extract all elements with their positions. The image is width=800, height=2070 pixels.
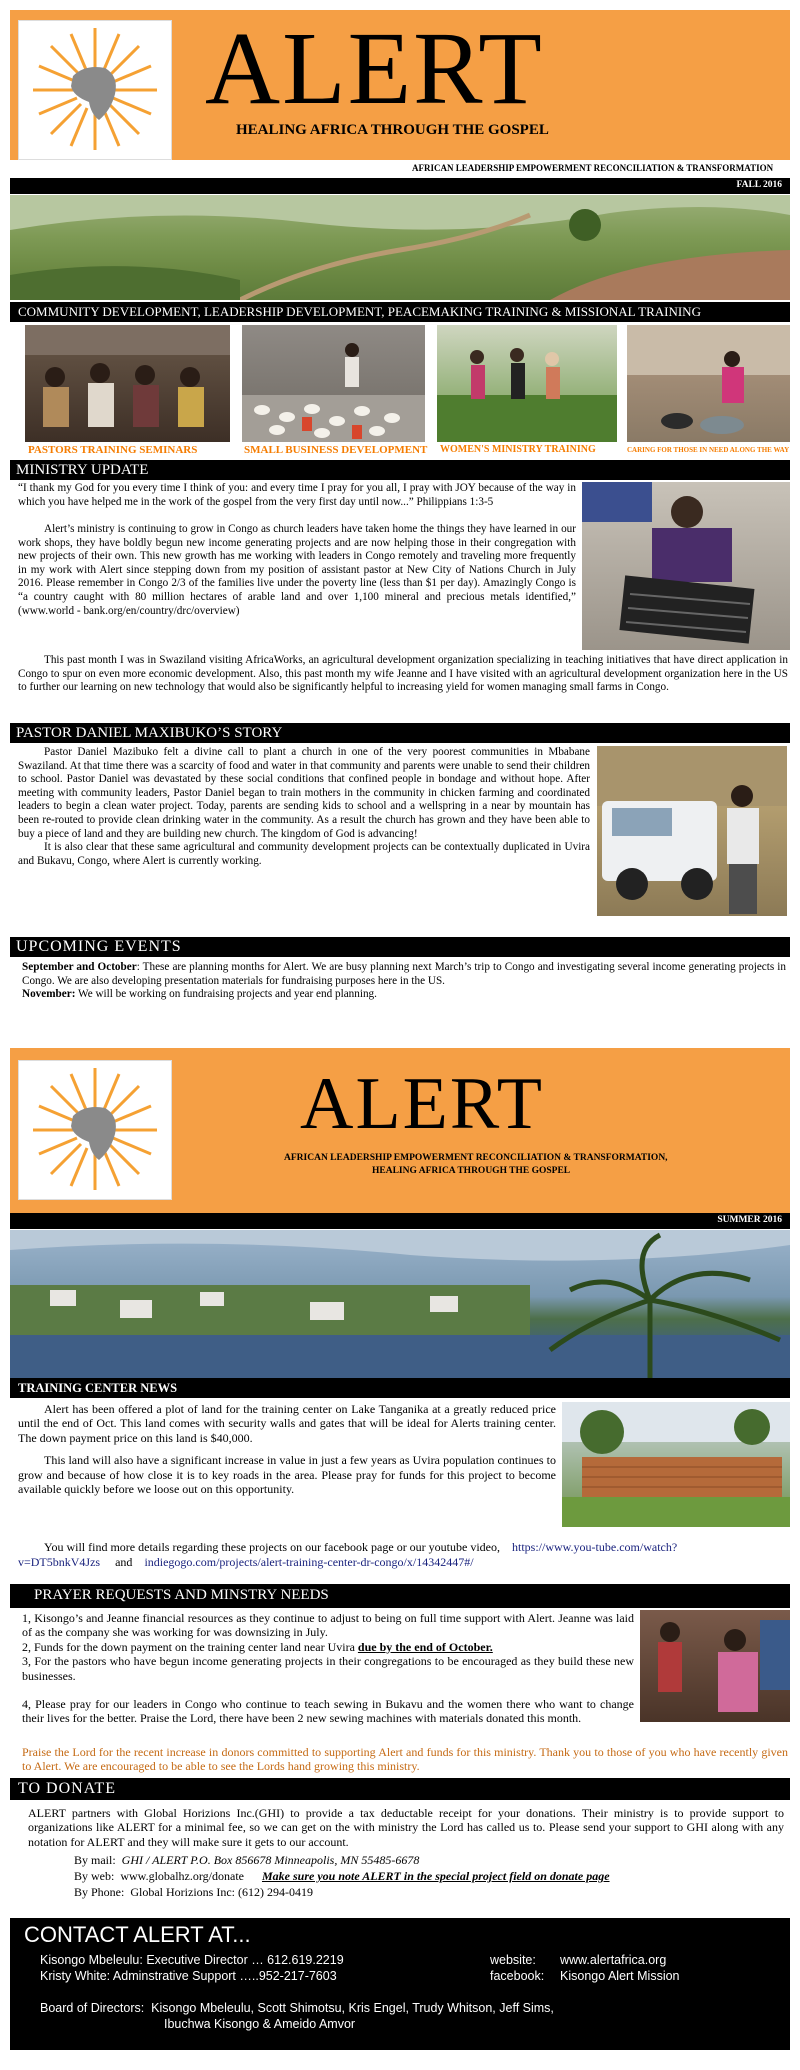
truck-man-icon bbox=[597, 746, 787, 916]
story-body bbox=[18, 746, 590, 868]
training-land-photo bbox=[562, 1402, 790, 1527]
events-sep-label: September and October bbox=[22, 961, 137, 973]
indiegogo-link[interactable]: indiegogo.com/projects/alert-training-center-dr-congo/x/14342447#/ bbox=[144, 1555, 474, 1569]
pastor-truck-photo bbox=[597, 746, 787, 916]
sunburst-logo-icon bbox=[19, 1061, 171, 1199]
ministry-update-body-2 bbox=[18, 523, 576, 618]
landscape-photo bbox=[10, 195, 790, 300]
contact-director: Kisongo Mbeleulu: Executive Director … 612.619.2219 bbox=[40, 1953, 344, 1967]
training-heading: TRAINING CENTER NEWS bbox=[18, 1381, 178, 1395]
praise-text bbox=[22, 1745, 788, 1774]
contact-heading: CONTACT ALERT AT... bbox=[24, 1922, 251, 1947]
prayer-header bbox=[10, 1584, 790, 1608]
caring-woman-icon bbox=[627, 325, 790, 442]
training-paragraph-1: Alert has been offered a plot of land for the training center on Lake Tanganika at a greatly reduced price until the end of Oct. This land comes with security walls and gates that will be ideal for Alerts training center. The down payment price on this land is $40,000. bbox=[18, 1402, 556, 1445]
alert-logo bbox=[18, 20, 172, 160]
events-body bbox=[22, 961, 786, 1002]
praise-paragraph: Praise the Lord for the recent increase in donors committed to supporting Alert and funds for this ministry. Thank you to those of you who have recently given to Alert. We are encouraged to be able to see the Lords hand growing this ministry. bbox=[22, 1745, 788, 1774]
story-header bbox=[10, 723, 790, 743]
season-label-2: SUMMER 2016 bbox=[717, 1215, 782, 1225]
story-heading: PASTOR DANIEL MAXIBUKO’S STORY bbox=[16, 725, 283, 741]
website-link[interactable]: www.alertafrica.org bbox=[560, 1953, 667, 1967]
story-paragraph-2: It is also clear that these same agricultural and community development projects can be contextually duplicated in Uvira and Bukavu, Congo, where Alert is currently working. bbox=[18, 841, 590, 867]
prayer-item-2-deadline: due by the end of October. bbox=[357, 1639, 493, 1654]
womens-ministry-photo bbox=[437, 325, 617, 442]
newsletter-tagline: AFRICAN LEADERSHIP EMPOWERMENT RECONCILIATION & TRANSFORMATION bbox=[412, 163, 774, 173]
season-bar bbox=[10, 178, 790, 194]
newsletter-tagline-2a: AFRICAN LEADERSHIP EMPOWERMENT RECONCILIATION & TRANSFORMATION, bbox=[284, 1153, 668, 1163]
abacus-photo bbox=[582, 482, 790, 650]
alert-logo-2 bbox=[18, 1060, 172, 1200]
donate-body bbox=[28, 1806, 784, 1849]
donate-methods bbox=[74, 1852, 784, 1900]
prayer-heading: PRAYER REQUESTS AND MINSTRY NEEDS bbox=[34, 1587, 329, 1603]
ministry-quote: “I thank my God for you every time I think of you: and every time I pray for you all, I pray with JOY because of the way in which you have helped me in the work of the gospel from the very first day until now...” Philippians 1:3-5 bbox=[18, 482, 576, 508]
board-label: Board of Directors: bbox=[40, 2001, 145, 2015]
web-label: By web: bbox=[74, 1869, 115, 1883]
phone-value: Global Horizions Inc: (612) 294-0419 bbox=[130, 1885, 313, 1899]
contact-left bbox=[40, 1952, 460, 1984]
pastors-seminar-photo bbox=[25, 325, 230, 442]
sewing-women-icon bbox=[640, 1610, 790, 1722]
training-links bbox=[18, 1540, 788, 1570]
events-heading: UPCOMING EVENTS bbox=[16, 938, 182, 955]
contact-right bbox=[490, 1952, 790, 1984]
chickens-icon bbox=[242, 325, 425, 442]
prayer-item-4: 4, Please pray for our leaders in Congo who continue to teach sewing in Bukavu and the women there who want to change their lives for the better. Praise the Lord, there have been 2 new sewing machines with materials donated this month. bbox=[22, 1697, 634, 1726]
prayer-body bbox=[22, 1611, 634, 1683]
ministry-paragraph-1: Alert’s ministry is continuing to grow in Congo as church leaders have taken home the things they have learned in our work shops, they have boldly begun new income generating projects and are now helping those in their congregation with new projects of their own. This new growth has me working with leaders in Congo remotely and traveling more frequently in my work with Alert since stepping down from my position of assistant pastor at New City of Nations Church in July 2016. Please remember in Congo 2/3 of the families live under the poverty line (less than $1 per day). Amazingly Congo is “a country caught with 80 million hectares of arable land and over 1,100 mineral and precious metals identified,” (www.world - bank.org/en/country/drc/overview) bbox=[18, 523, 576, 617]
donate-heading: TO DONATE bbox=[18, 1780, 117, 1797]
training-paragraph-2: This land will also have a significant increase in value in just a few years as Uvira population continues to grow and because of how close it is to key roads in the area. Please pray for funds for this project to become available quickly before we loose out on this opportunity. bbox=[18, 1453, 556, 1497]
facebook-link[interactable]: Kisongo Alert Mission bbox=[560, 1969, 680, 1983]
ministry-update-header bbox=[10, 460, 790, 480]
caption-caring: CARING FOR THOSE IN NEED ALONG THE WAY bbox=[627, 446, 790, 454]
events-sep-text: : These are planning months for Alert. We are busy planning next March’s trip to Congo and investigating several income generating projects in Congo. We are also developing presentation materials for fundraising purposes here in the US. bbox=[22, 961, 786, 987]
caption-pastors: PASTORS TRAINING SEMINARS bbox=[28, 444, 198, 456]
story-paragraph-1: Pastor Daniel Mazibuko felt a divine call to plant a church in one of the very poorest communities in Mbabane Swaziland. At that time there was a scarcity of food and water in that community and parents were unable to send their children to school. Pastor Daniel was devastated by these social conditions that confined people in bondage and without hope. After meeting with community leaders, Pastor Daniel began to train mothers in the community in chicken farming and coordinated leaders to begin a clean water project. Today, parents are sending kids to school and a wellspring in a near by mountain has been re-routed to provide clean drinking water in the community. As a result the church has grown and they have been able to buy a piece of land and they are building new church. The kingdom of God is advancing! bbox=[18, 746, 590, 840]
training-links-intro: You will find more details regarding these projects on our facebook page or our youtube video, bbox=[44, 1540, 500, 1554]
focus-bar bbox=[10, 302, 790, 322]
mail-address: GHI / ALERT P.O. Box 856678 Minneapolis, MN 55485-6678 bbox=[121, 1853, 420, 1867]
training-links-and: and bbox=[115, 1555, 133, 1569]
ministry-update-body-3 bbox=[18, 654, 788, 695]
board-of-directors bbox=[40, 2000, 780, 2032]
chicken-farm-photo bbox=[242, 325, 425, 442]
sunburst-logo-icon bbox=[19, 21, 171, 159]
events-nov-text: We will be working on fundraising projects and year end planning. bbox=[75, 988, 377, 1001]
donate-web-link[interactable]: www.globalhz.org/donate bbox=[120, 1869, 244, 1883]
newsletter-tagline-2b: HEALING AFRICA THROUGH THE GOSPEL bbox=[372, 1166, 571, 1176]
phone-label: By Phone: bbox=[74, 1885, 125, 1899]
caption-business: SMALL BUSINESS DEVELOPMENT bbox=[244, 444, 428, 456]
facebook-label: facebook: bbox=[490, 1969, 545, 1983]
prayer-item-2: 2, Funds for the down payment on the training center land near Uvira bbox=[22, 1639, 358, 1654]
contact-admin: Kristy White: Adminstrative Support …..952-217-7603 bbox=[40, 1969, 337, 1983]
donate-header bbox=[10, 1778, 790, 1800]
newsletter-subtitle: HEALING AFRICA THROUGH THE GOSPEL bbox=[236, 122, 549, 138]
donate-paragraph: ALERT partners with Global Horizions Inc.(GHI) to provide a tax deductable receipt for your donations. Their ministry is to provide support to organizations like ALERT for a minimal fee, so we can get on the with ministry the Lord has called us to. Please send your support to GHI along with any notation for ALERT and they will make sure it gets to our account. bbox=[28, 1806, 784, 1849]
website-label: website: bbox=[490, 1953, 536, 1967]
caring-photo bbox=[627, 325, 790, 442]
board-names-2: Ibuchwa Kisongo & Ameido Amvor bbox=[164, 2017, 356, 2031]
landscape-hills-icon bbox=[10, 195, 790, 300]
newsletter-title: ALERT bbox=[205, 11, 544, 126]
focus-bar-text: COMMUNITY DEVELOPMENT, LEADERSHIP DEVELOPMENT, PEACEMAKING TRAINING & MISSIONAL TRAINING bbox=[18, 304, 701, 319]
events-nov-label: November: bbox=[22, 988, 76, 1001]
seminar-people-icon bbox=[25, 325, 230, 442]
events-header bbox=[10, 937, 790, 957]
season-label: FALL 2016 bbox=[736, 180, 782, 190]
prayer-item-1: 1, Kisongo’s and Jeanne financial resources as they continue to adjust to being on full time support with Alert. Jeanne was laid of as the company she was working for was downsizing in July. bbox=[22, 1611, 634, 1640]
ministry-update-heading: MINISTRY UPDATE bbox=[16, 462, 149, 478]
caption-womens: WOMEN'S MINISTRY TRAINING bbox=[440, 444, 596, 455]
training-body bbox=[18, 1402, 556, 1496]
board-names-1: Kisongo Mbeleulu, Scott Shimotsu, Kris Engel, Trudy Whitson, Jeff Sims, bbox=[151, 2001, 554, 2015]
youtube-link[interactable]: https://www.you-tube.com/watch?v=DT5bnkV4Jzs bbox=[18, 1540, 678, 1569]
sewing-women-photo bbox=[640, 1610, 790, 1722]
mail-label: By mail: bbox=[74, 1853, 116, 1867]
training-header bbox=[10, 1378, 790, 1398]
donate-web-note: Make sure you note ALERT in the special project field on donate page bbox=[261, 1869, 610, 1883]
newsletter-title-2: ALERT bbox=[300, 1063, 544, 1145]
season-bar-2 bbox=[10, 1213, 790, 1229]
prayer-body-2 bbox=[22, 1697, 634, 1726]
walled-land-icon bbox=[562, 1402, 790, 1527]
lake-town-photo bbox=[10, 1230, 790, 1378]
prayer-item-3: 3, For the pastors who have begun income generating projects in their congregations to be encouraged as they build these new businesses. bbox=[22, 1654, 634, 1683]
ministry-update-body bbox=[18, 482, 576, 509]
lakeside-town-icon bbox=[10, 1230, 790, 1378]
man-abacus-icon bbox=[582, 482, 790, 650]
garden-women-icon bbox=[437, 325, 617, 442]
ministry-paragraph-2: This past month I was in Swaziland visiting AfricaWorks, an agricultural development organization specializing in teaching initiatives that have direct application in Congo to spur on even more economic development. Also, this past month my wife Jeanne and I have visited with an agricultural development organization here in the US to further our learning on new technology that would also be significantly helpful to increasing yield for women managing small farms in Congo. bbox=[18, 654, 788, 694]
